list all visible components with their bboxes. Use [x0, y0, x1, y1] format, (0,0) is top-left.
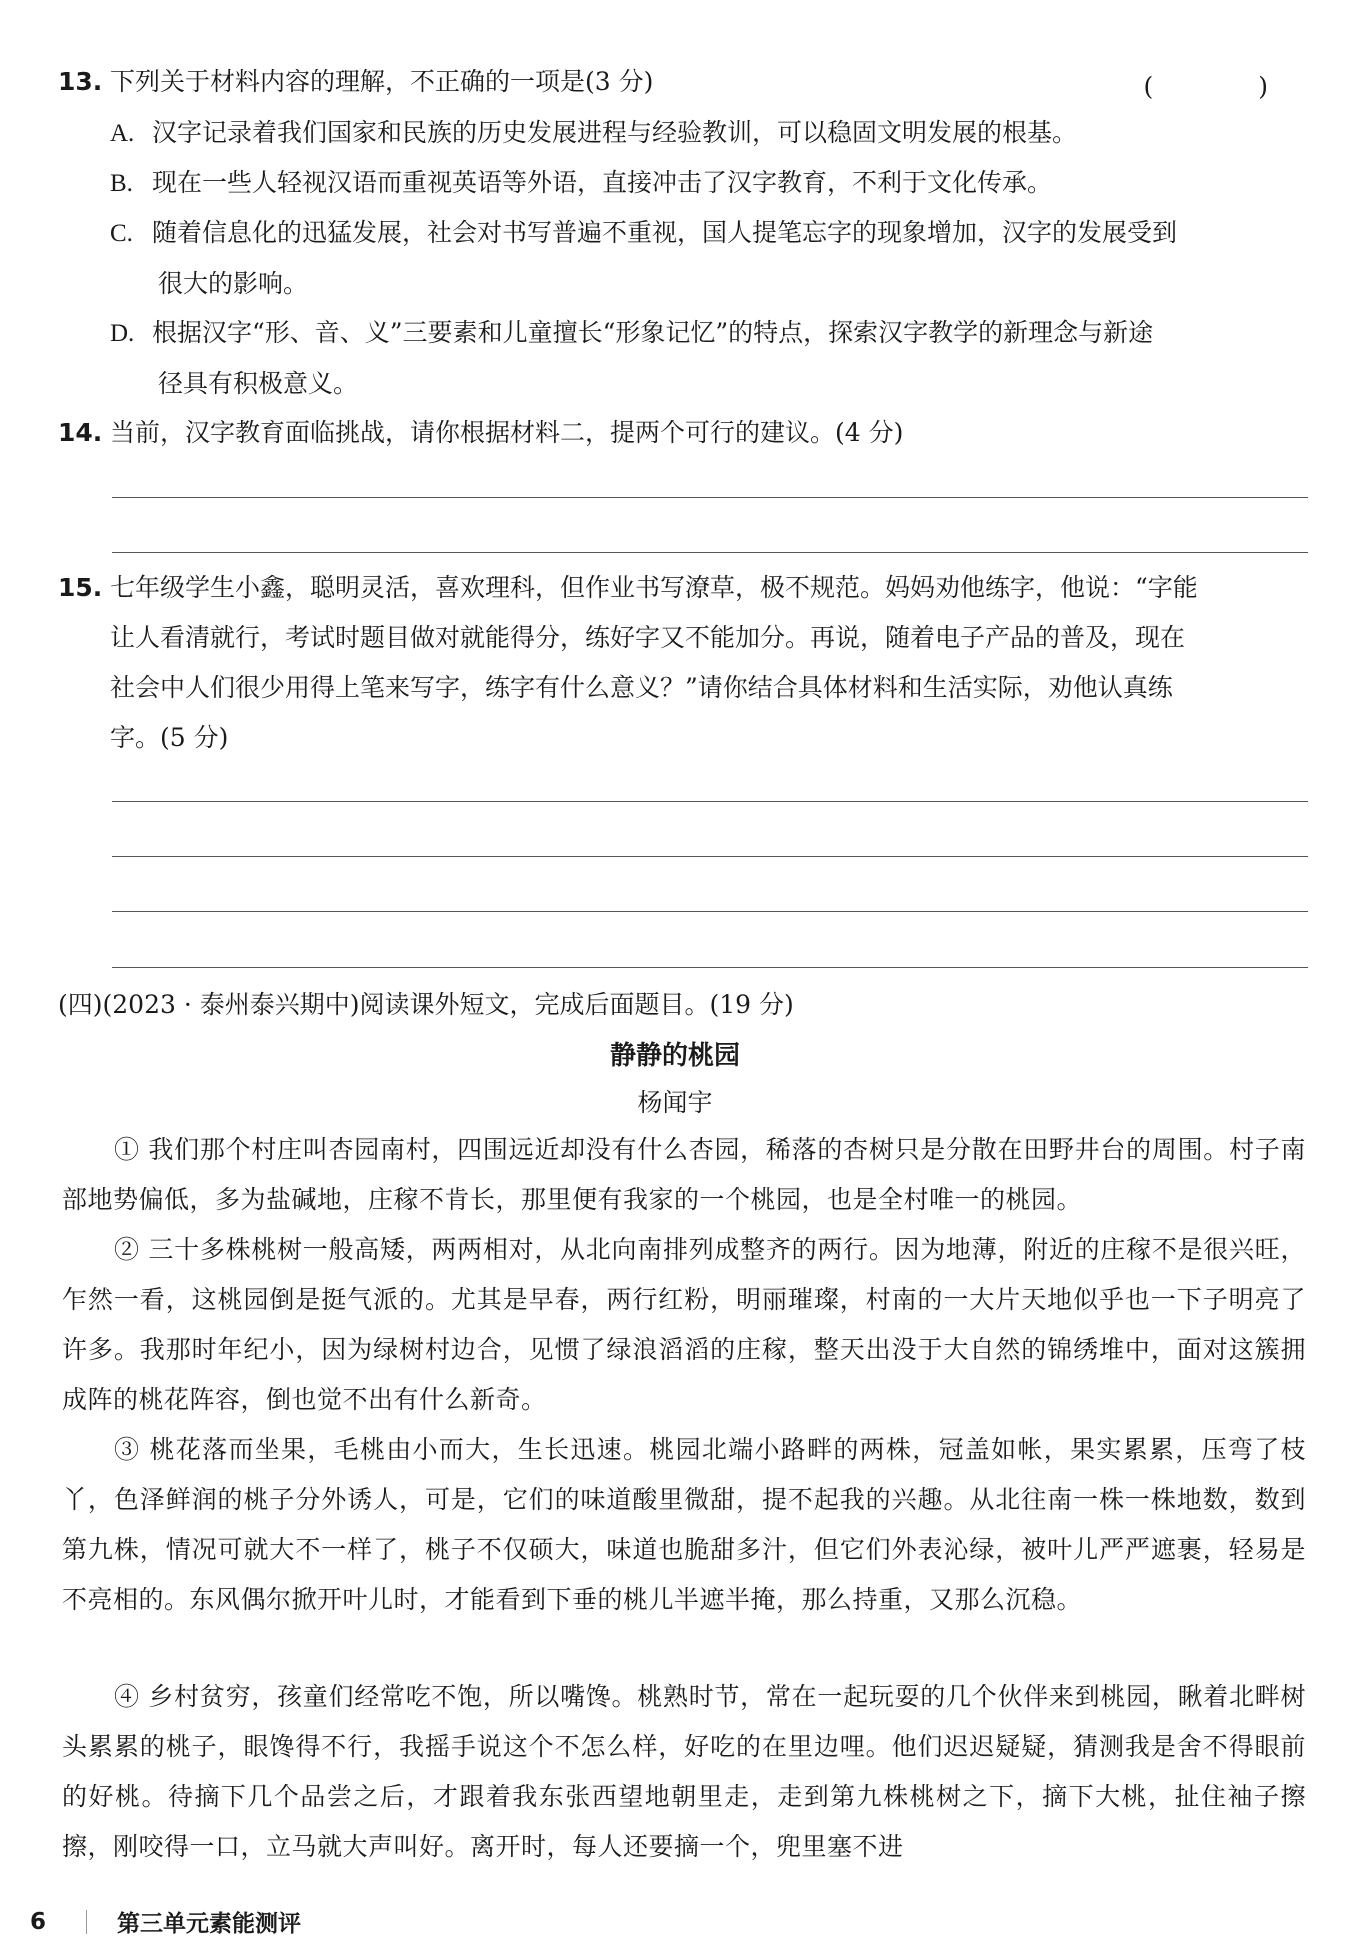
article-title: 静静的桃园 [609, 1041, 740, 1071]
option-label: B. [110, 170, 133, 197]
question-line: 七年级学生小鑫，聪明灵活，喜欢理科，但作业书写潦草，极不规范。妈妈劝他练字，他说：“字能 [110, 573, 1198, 602]
footer-divider [86, 1910, 87, 1934]
question-number: 15. [58, 573, 103, 602]
option-label: A. [110, 120, 135, 147]
option-text: 随着信息化的迅猛发展，社会对书写普遍不重视，国人提笔忘字的现象增加，汉字的发展受到 [152, 218, 1178, 247]
answer-line[interactable] [112, 497, 1308, 498]
article-paragraph-2: ② 三十多株桃树一般高矮，两两相对，从北向南排列成整齐的两行。因为地薄，附近的庄稼不是很兴旺，乍然一看，这桃园倒是挺气派的。尤其是早春，两行红粉，明丽璀璨，村南的一大片天地似乎也一下子明亮了许多。我那时年纪小，因为绿树村边合，见惯了绿浪滔滔的庄稼，整天出没于大自然的锦绣堆中，面对这簇拥成阵的桃花阵容，倒也觉不出有什么新奇。 [62, 1235, 1306, 1414]
page-footer [30, 1905, 301, 1938]
option-text-continued: 径具有积极意义。 [158, 369, 359, 398]
question-line: 字。(5 分) [110, 723, 229, 752]
option-text: 汉字记录着我们国家和民族的历史发展进程与经验教训，可以稳固文明发展的根基。 [152, 118, 1078, 147]
option-b [110, 158, 1310, 209]
option-c [110, 208, 1310, 309]
answer-line[interactable] [112, 967, 1308, 968]
question-text: 下列关于材料内容的理解，不正确的一项是(3 分) [110, 67, 654, 96]
question-line: 社会中人们很少用得上笔来写字，练字有什么意义？”请你结合具体材料和生活实际，劝他认真练 [110, 673, 1173, 702]
option-text: 现在一些人轻视汉语而重视英语等外语，直接冲击了汉字教育，不利于文化传承。 [152, 168, 1053, 197]
question-line: 让人看清就行，考试时题目做对就能得分，练好字又不能加分。再说，随着电子产品的普及，现在 [110, 623, 1186, 652]
page-number: 6 [30, 1908, 47, 1935]
question-text [110, 563, 1310, 763]
option-text-continued: 很大的影响。 [158, 269, 309, 298]
article-author: 杨闻宇 [637, 1088, 713, 1117]
option-label: C. [110, 220, 133, 247]
article-paragraph-4: ④ 乡村贫穷，孩童们经常吃不饱，所以嘴馋。桃熟时节，常在一起玩耍的几个伙伴来到桃园，瞅着北畔树头累累的桃子，眼馋得不行，我摇手说这个不怎么样，好吃的在里边哩。他们迟迟疑疑，猜测我是舍不得眼前的好桃。待摘下几个品尝之后，才跟着我东张西望地朝里走，走到第九株桃树之下，摘下大桃，扯住袖子擦擦，刚咬得一口，立马就大声叫好。离开时，每人还要摘一个，兜里塞不进 [62, 1682, 1306, 1861]
answer-bracket: ( ) [1143, 72, 1308, 101]
option-a [110, 108, 1310, 159]
option-text: 根据汉字“形、音、义”三要素和儿童擅长“形象记忆”的特点，探索汉字教学的新理念与新途 [152, 318, 1154, 347]
question-text: 当前，汉字教育面临挑战，请你根据材料二，提两个可行的建议。(4 分) [110, 418, 904, 447]
question-number: 13. [58, 67, 103, 96]
answer-line[interactable] [112, 552, 1308, 553]
article-paragraph-1: ① 我们那个村庄叫杏园南村，四围远近却没有什么杏园，稀落的杏树只是分散在田野井台的周围。村子南部地势偏低，多为盐碱地，庄稼不肯长，那里便有我家的一个桃园，也是全村唯一的桃园。 [62, 1135, 1306, 1214]
option-d [110, 308, 1310, 409]
question-number: 14. [58, 418, 103, 447]
option-label: D. [110, 320, 135, 347]
answer-line[interactable] [112, 856, 1308, 857]
section-heading: (四)(2023 · 泰州泰兴期中)阅读课外短文，完成后面题目。(19 分) [58, 990, 794, 1019]
answer-line[interactable] [112, 801, 1308, 802]
answer-line[interactable] [112, 911, 1308, 912]
footer-title: 第三单元素能测评 [117, 1911, 301, 1937]
article-paragraph-3: ③ 桃花落而坐果，毛桃由小而大，生长迅速。桃园北端小路畔的两株，冠盖如帐，果实累累，压弯了枝丫，色泽鲜润的桃子分外诱人，可是，它们的味道酸里微甜，提不起我的兴趣。从北往南一株一株地数，数到第九株，情况可就大不一样了，桃子不仅硕大，味道也脆甜多汁，但它们外表沁绿，被叶儿严严遮裹，轻易是不亮相的。东风偶尔掀开叶儿时，才能看到下垂的桃儿半遮半掩，那么持重，又那么沉稳。 [62, 1435, 1306, 1614]
